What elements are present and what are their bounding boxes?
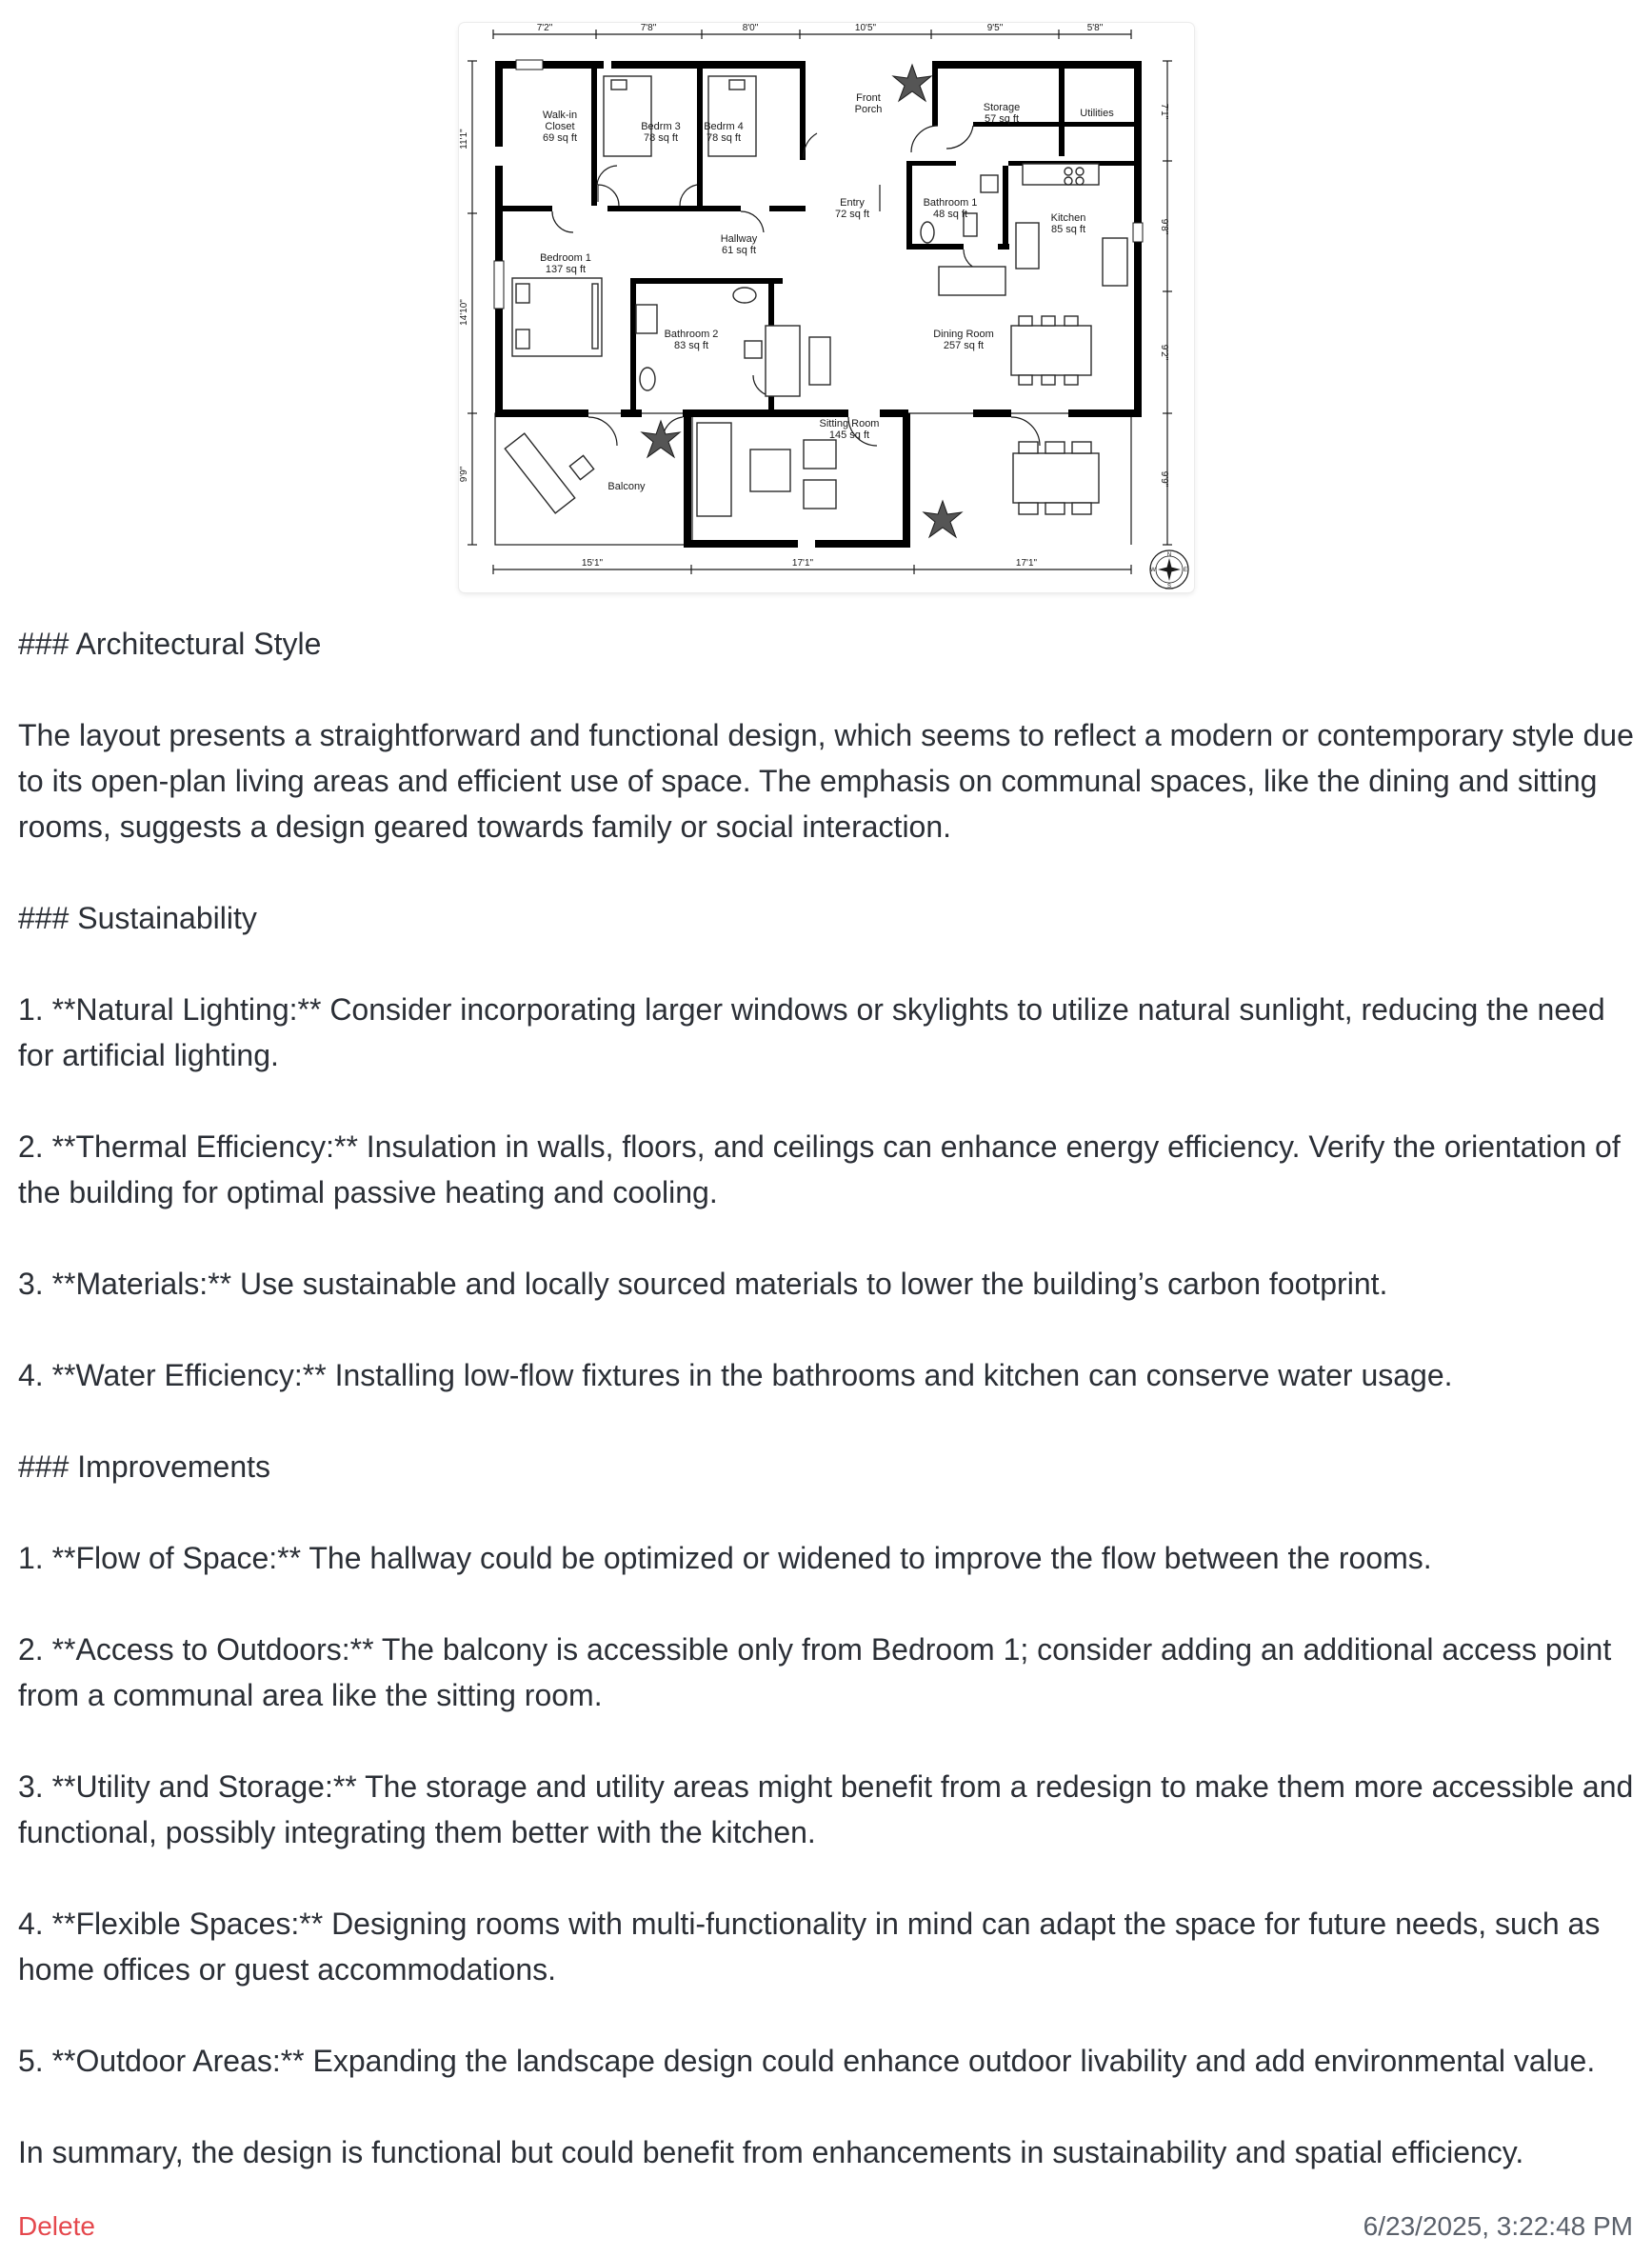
top-dim-5: 9'5" xyxy=(986,23,1004,33)
label-bedroom1-2: 137 sq ft xyxy=(545,264,587,275)
message-timestamp: 6/23/2025, 3:22:48 PM xyxy=(1363,2211,1633,2241)
compass-w: W xyxy=(1150,568,1156,573)
compass-e: E xyxy=(1183,568,1188,573)
furniture xyxy=(505,76,1127,516)
bottom-dimension-line xyxy=(493,558,1131,574)
label-bathroom2-2: 83 sq ft xyxy=(673,340,709,351)
label-bedroom3-1: Bedrm 3 xyxy=(641,121,681,132)
label-dining-room-1: Dining Room xyxy=(933,329,994,340)
left-dimension-line xyxy=(459,61,477,545)
label-hallway-2: 61 sq ft xyxy=(721,245,757,256)
top-dim-1: 7'2" xyxy=(536,23,553,33)
left-dim-3: 9'9" xyxy=(459,466,469,483)
label-bedroom4-1: Bedrm 4 xyxy=(704,121,744,132)
label-front-porch-1: Front xyxy=(856,92,881,104)
label-bathroom2-1: Bathroom 2 xyxy=(664,329,719,340)
paragraph-architectural-style: The layout presents a straightforward and functional design, which seems to reflect a modern or contemporary style due to its open-plan living areas and efficient use of space. The emphasis on communal spaces, like the dining and sitting rooms, suggests a design geared towards family or social interaction. xyxy=(18,718,1634,844)
list-item-thermal-efficiency: 2. **Thermal Efficiency:** Insulation in walls, floors, and ceilings can enhance energy efficiency. Verify the orientation of the building for optimal passive heating and cooling. xyxy=(18,1129,1621,1209)
top-dim-6: 5'8" xyxy=(1086,23,1104,33)
label-kitchen-1: Kitchen xyxy=(1050,212,1086,224)
list-item-flow-of-space: 1. **Flow of Space:** The hallway could be optimized or widened to improve the flow between the rooms. xyxy=(18,1541,1432,1575)
label-dining-room-2: 257 sq ft xyxy=(943,340,985,351)
list-item-materials: 3. **Materials:** Use sustainable and locally sourced materials to lower the building’s carbon footprint. xyxy=(18,1267,1388,1301)
delete-button[interactable]: Delete xyxy=(18,2207,95,2246)
heading-improvements: ### Improvements xyxy=(18,1449,271,1484)
bottom-dim-3: 17'1" xyxy=(1015,558,1038,569)
list-item-flexible-spaces: 4. **Flexible Spaces:** Designing rooms with multi-functionality in mind can adapt the space for future needs, such as home offices or guest accommodations. xyxy=(18,1907,1601,1987)
label-walkin-closet-2: Closet xyxy=(545,121,575,132)
left-dim-1: 11'1" xyxy=(459,129,469,150)
list-item-natural-lighting: 1. **Natural Lighting:** Consider incorporating larger windows or skylights to utilize natural sunlight, reducing the need for artificial lighting. xyxy=(18,992,1605,1072)
right-dim-2: 9'8" xyxy=(1159,218,1169,235)
bottom-dim-1: 15'1" xyxy=(581,558,604,569)
label-bathroom1-2: 48 sq ft xyxy=(932,209,968,220)
label-bedroom1-1: Bedroom 1 xyxy=(540,252,591,264)
list-item-access-to-outdoors: 2. **Access to Outdoors:** The balcony is accessible only from Bedroom 1; consider adding an additional access point from a communal area like the sitting room. xyxy=(18,1632,1612,1712)
label-bathroom1-1: Bathroom 1 xyxy=(923,197,978,209)
label-entry-1: Entry xyxy=(840,197,865,209)
floor-plan-image xyxy=(459,23,1194,592)
label-bedroom4-2: 78 sq ft xyxy=(706,132,742,144)
label-entry-2: 72 sq ft xyxy=(834,209,870,220)
floor-plan-drawing xyxy=(459,23,1194,592)
list-item-utility-and-storage: 3. **Utility and Storage:** The storage and utility areas might benefit from a redesign to make them more accessible and functional, possibly integrating them better with the kitchen. xyxy=(18,1769,1634,1849)
label-sitting-room-2: 145 sq ft xyxy=(828,429,870,441)
label-sitting-room-1: Sitting Room xyxy=(819,418,880,429)
list-item-water-efficiency: 4. **Water Efficiency:** Installing low-flow fixtures in the bathrooms and kitchen can conserve water usage. xyxy=(18,1358,1453,1392)
top-dim-4: 10'5" xyxy=(854,23,877,33)
compass-icon xyxy=(1150,550,1188,589)
label-balcony: Balcony xyxy=(607,481,646,492)
heading-architectural-style: ### Architectural Style xyxy=(18,627,322,661)
message-footer xyxy=(18,2207,1633,2246)
summary-paragraph: In summary, the design is functional but could benefit from enhancements in sustainability and spatial efficiency. xyxy=(18,2135,1524,2169)
heading-sustainability: ### Sustainability xyxy=(18,901,257,935)
top-dimension-line xyxy=(493,23,1131,39)
label-front-porch-2: Porch xyxy=(854,104,883,115)
compass-s: S xyxy=(1166,584,1172,589)
assistant-message xyxy=(18,621,1637,2221)
left-dim-2: 14'10" xyxy=(459,299,469,326)
label-storage-2: 57 sq ft xyxy=(984,113,1020,125)
label-hallway-1: Hallway xyxy=(720,233,758,245)
compass-n: N xyxy=(1166,552,1172,558)
label-walkin-closet-1: Walk-in xyxy=(542,110,578,121)
bottom-dim-2: 17'1" xyxy=(791,558,814,569)
right-dim-3: 9'2" xyxy=(1159,344,1169,361)
right-dim-1: 7'1" xyxy=(1159,103,1169,120)
right-dimension-line xyxy=(1159,61,1172,545)
label-storage-1: Storage xyxy=(983,102,1021,113)
label-bedroom3-2: 78 sq ft xyxy=(643,132,679,144)
label-walkin-closet-3: 69 sq ft xyxy=(542,132,578,144)
label-utilities: Utilities xyxy=(1080,108,1114,119)
list-item-outdoor-areas: 5. **Outdoor Areas:** Expanding the landscape design could enhance outdoor livability and add environmental value. xyxy=(18,2044,1596,2078)
top-dim-2: 7'8" xyxy=(640,23,657,33)
right-dim-4: 9'9" xyxy=(1159,470,1169,488)
top-dim-3: 8'0" xyxy=(742,23,759,33)
label-kitchen-2: 85 sq ft xyxy=(1050,224,1086,235)
